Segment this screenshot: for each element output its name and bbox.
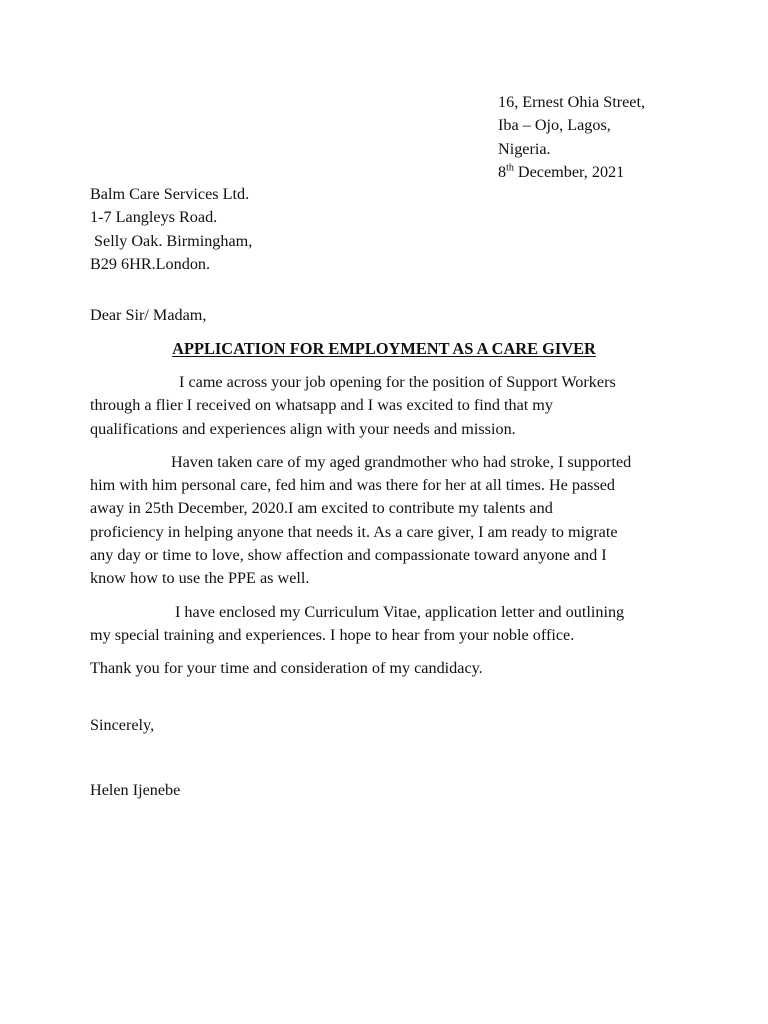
body-line: know how to use the PPE as well. [90,569,310,588]
sender-street: 16, Ernest Ohia Street, [498,93,645,111]
body-line: Thank you for your time and consideration of my candidacy. [90,659,483,678]
body-line: my special training and experiences. I hope to hear from your noble office. [90,625,575,644]
body-line: I have enclosed my Curriculum Vitae, application letter and outlining [90,602,625,621]
recipient-road: 1-7 Langleys Road. [90,208,218,227]
salutation: Dear Sir/ Madam, [90,306,207,324]
body-line: proficiency in helping anyone that needs it. As a care giver, I am ready to migrate [90,522,618,541]
sender-address [498,91,645,184]
body-line: away in 25th December, 2020.I am excited to contribute my talents and [90,499,553,518]
body-line: I came across your job opening for the position of Support Workers [90,373,616,391]
signature-name: Helen Ijenebe [90,781,181,799]
recipient-address [90,183,252,276]
sender-country: Nigeria. [498,139,551,158]
body-paragraph [90,657,680,680]
date-day: 8 [498,162,507,181]
body-paragraph [90,601,680,648]
body-paragraph [90,371,680,441]
date-suffix: th [506,162,514,174]
letter-date [498,161,645,184]
body-line: qualifications and experiences align with your needs and mission. [90,419,516,438]
date-rest: December, 2021 [513,162,625,181]
body-paragraph [90,451,680,591]
recipient-postcode: B29 6HR.London. [90,254,211,273]
recipient-company: Balm Care Services Ltd. [90,185,250,203]
letter-body [90,371,680,681]
sender-area: Iba – Ojo, Lagos, [498,116,611,135]
body-line: Haven taken care of my aged grandmother who had stroke, I supported [90,452,632,471]
closing: Sincerely, [90,716,155,734]
body-line: any day or time to love, show affection and compassionate toward anyone and I [90,546,607,565]
recipient-city: Selly Oak. Birmingham, [90,231,253,250]
body-line: him with him personal care, fed him and was there for her at all times. He passed [90,476,616,495]
body-line: through a flier I received on whatsapp and I was excited to find that my [90,396,553,415]
letter-subject: APPLICATION FOR EMPLOYMENT AS A CARE GIVER [172,339,596,358]
